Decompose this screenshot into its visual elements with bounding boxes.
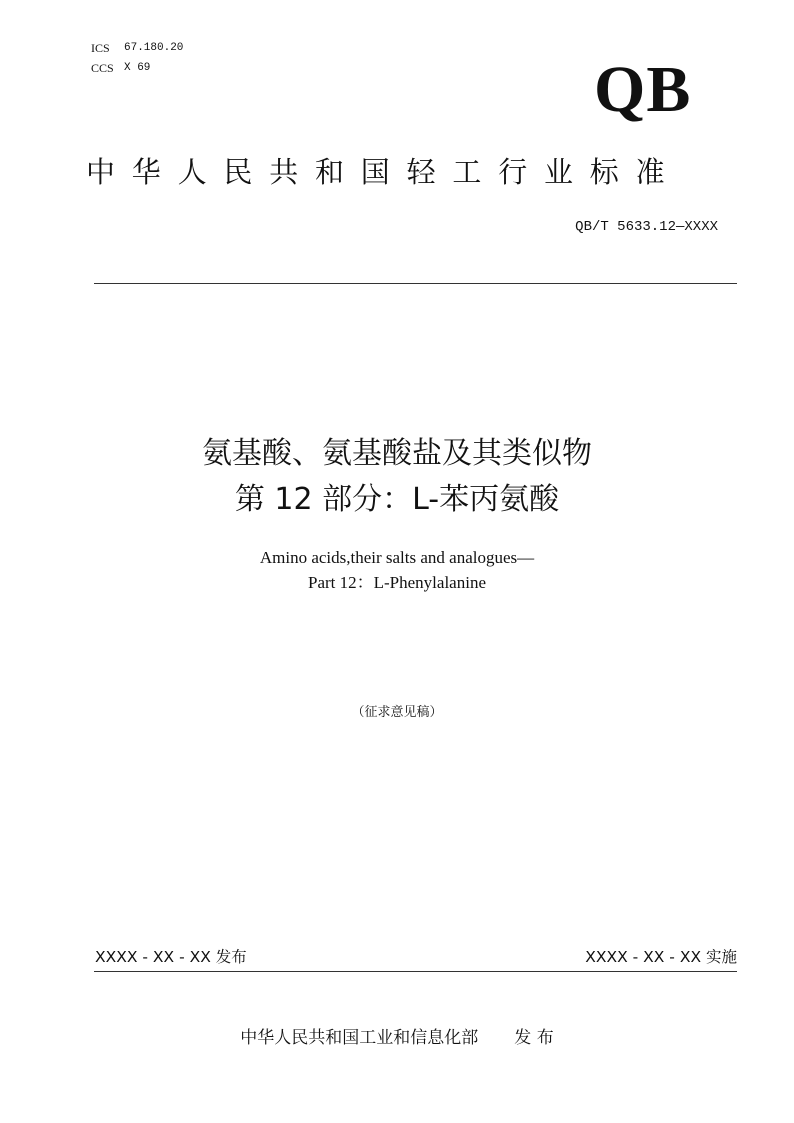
header-divider [94,283,737,284]
footer-divider [94,971,737,972]
publisher-line [0,1025,794,1051]
title-cn-line1: 氨基酸、氨基酸盐及其类似物 [202,436,592,471]
ics-value: 67.180.20 [124,42,184,54]
ics-label: ICS [91,41,110,55]
title-en-line2: Part 12：L-Phenylalanine [308,573,486,592]
ccs-row [91,58,183,78]
implement-date: XXXX - XX - XX 实施 [585,948,737,966]
publish-date: XXXX - XX - XX 发布 [95,948,247,966]
ccs-label: CCS [91,61,114,75]
publisher-action: 发 布 [514,1028,554,1048]
qb-logo: QB [594,53,692,126]
title-cn-line2: 第 12 部分：L-苯丙氨酸 [234,482,560,517]
publisher-name: 中华人民共和国工业和信息化部 [240,1028,479,1048]
title-en-line1: Amino acids,their salts and analogues— [259,548,535,567]
ics-row [91,38,183,58]
standard-category-title: 中华人民共和国轻工行业标准 [86,155,682,189]
classification-codes [91,38,183,78]
ccs-value: X 69 [124,62,151,74]
draft-status: （征求意见稿） [351,705,443,720]
standard-number: QB/T 5633.12—XXXX [575,219,718,235]
